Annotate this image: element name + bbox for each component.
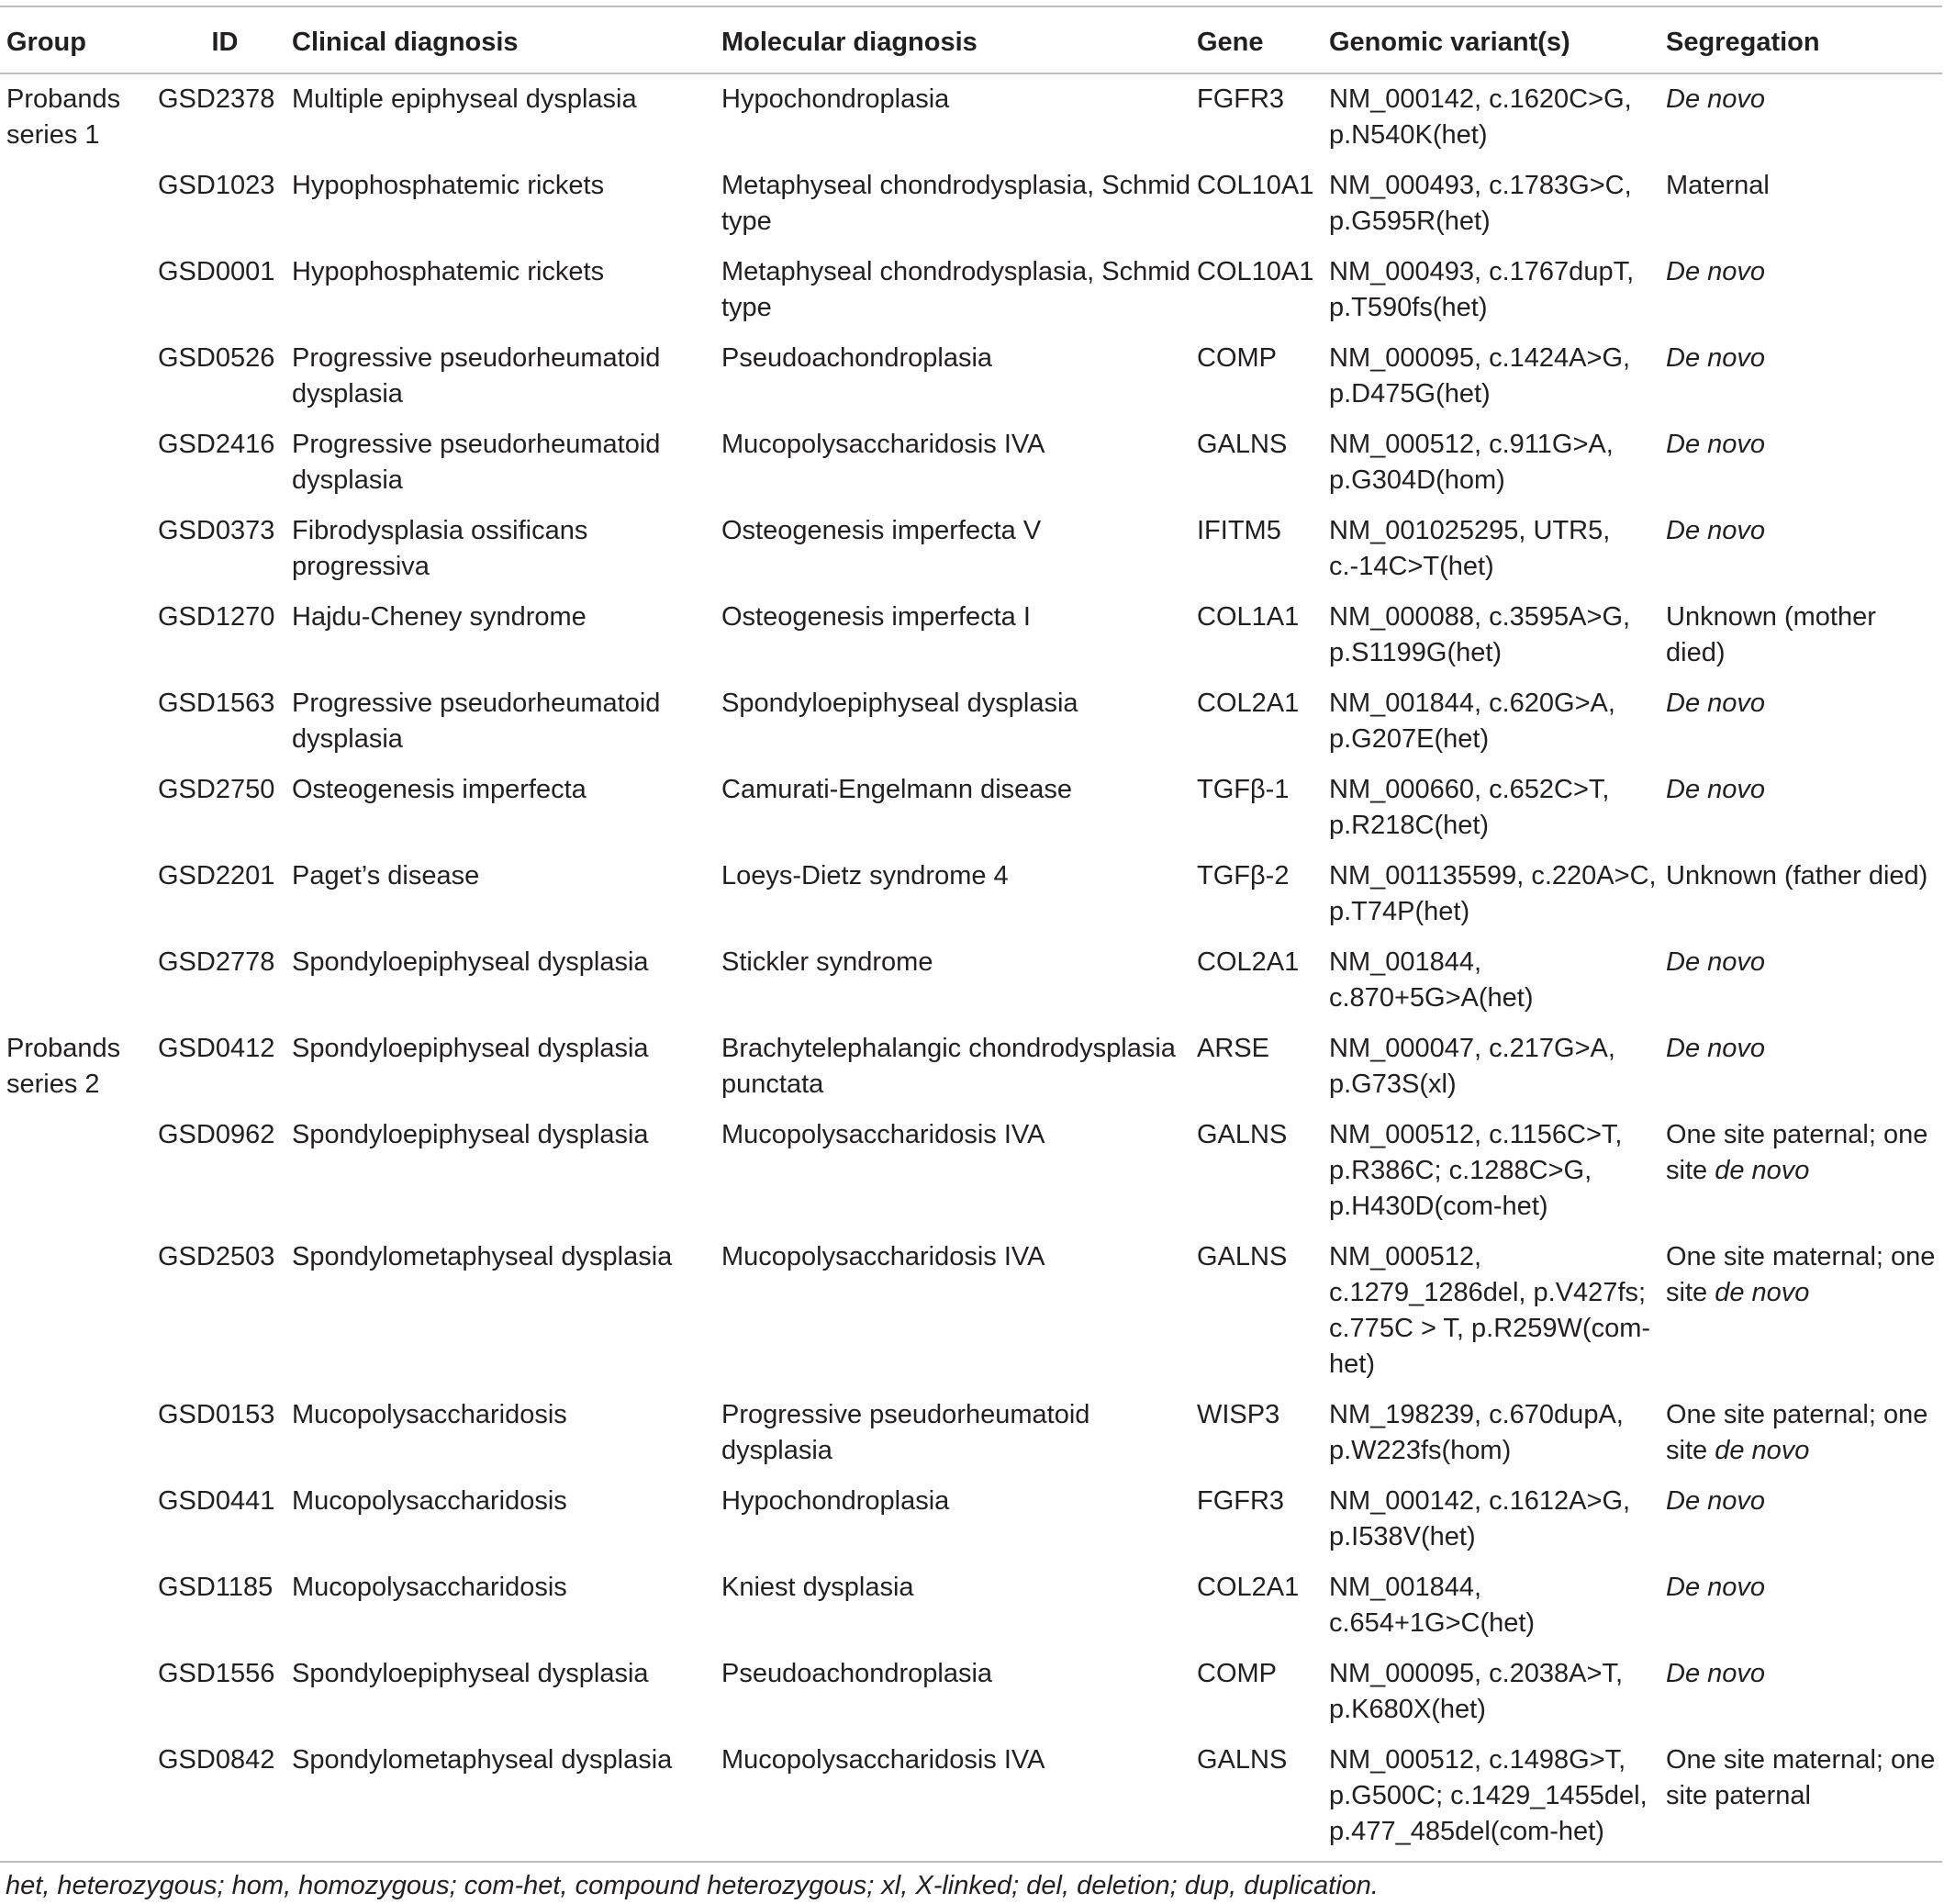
cell-segregation bbox=[1666, 678, 1942, 765]
cell-clinical-diagnosis: Spondyloepiphyseal dysplasia bbox=[292, 947, 649, 977]
cell-molecular-diagnosis: Pseudoachondroplasia bbox=[721, 343, 993, 373]
cell-id: GSD1023 bbox=[158, 171, 275, 200]
cell-molecular-diagnosis: Pseudoachondroplasia bbox=[721, 1659, 993, 1688]
cell-segregation bbox=[1666, 851, 1942, 937]
cell-id: GSD2416 bbox=[158, 430, 275, 459]
cell-group bbox=[0, 1649, 158, 1735]
cell-gene: GALNS bbox=[1197, 430, 1288, 459]
table-row bbox=[0, 420, 1942, 506]
cell-group: Probands series 1 bbox=[6, 84, 121, 150]
cell-group bbox=[0, 247, 158, 333]
cell-molecular-diagnosis: Mucopolysaccharidosis IVA bbox=[721, 1745, 1045, 1775]
cell-group: Probands series 2 bbox=[6, 1034, 121, 1099]
segregation-text: De novo bbox=[1666, 689, 1766, 718]
cell-clinical-diagnosis: Progressive pseudorheumatoid dysplasia bbox=[292, 689, 661, 754]
header-molecular-diagnosis: Molecular diagnosis bbox=[721, 28, 978, 57]
cell-group bbox=[0, 1110, 158, 1232]
header-group: Group bbox=[6, 28, 86, 57]
cell-genomic-variant: NM_001025295, UTR5, c.-14C>T(het) bbox=[1329, 516, 1611, 581]
cell-id: GSD1563 bbox=[158, 689, 275, 718]
cell-clinical-diagnosis: Hypophosphatemic rickets bbox=[292, 171, 605, 200]
table-row bbox=[0, 1735, 1942, 1857]
cell-genomic-variant: NM_001844, c.654+1G>C(het) bbox=[1329, 1573, 1536, 1638]
cell-molecular-diagnosis: Hypochondroplasia bbox=[721, 84, 950, 114]
cell-group bbox=[0, 333, 158, 420]
cell-segregation bbox=[1666, 937, 1942, 1024]
cell-genomic-variant: NM_000512, c.911G>A, p.G304D(hom) bbox=[1329, 430, 1614, 495]
cell-group bbox=[0, 678, 158, 765]
cell-segregation bbox=[1666, 1649, 1942, 1735]
cell-molecular-diagnosis: Mucopolysaccharidosis IVA bbox=[721, 1242, 1045, 1271]
segregation-text: de novo bbox=[1715, 1436, 1810, 1465]
footer-rule bbox=[0, 1861, 1942, 1863]
cell-segregation bbox=[1666, 1390, 1942, 1476]
cell-clinical-diagnosis: Progressive pseudorheumatoid dysplasia bbox=[292, 343, 661, 409]
cell-id: GSD0001 bbox=[158, 257, 275, 286]
cell-group bbox=[0, 851, 158, 937]
cell-gene: GALNS bbox=[1197, 1120, 1288, 1149]
cell-gene: TGFβ-2 bbox=[1197, 861, 1290, 890]
segregation-text: One site paternal; one site bbox=[1666, 1400, 1928, 1465]
table-row bbox=[0, 1110, 1942, 1232]
cell-molecular-diagnosis: Spondyloepiphyseal dysplasia bbox=[721, 689, 1078, 718]
cell-id: GSD2201 bbox=[158, 861, 275, 890]
cell-segregation bbox=[1666, 1562, 1942, 1649]
cell-molecular-diagnosis: Metaphyseal chondrodysplasia, Schmid type bbox=[721, 257, 1190, 322]
cell-id: GSD2503 bbox=[158, 1242, 275, 1271]
cell-molecular-diagnosis: Osteogenesis imperfecta V bbox=[721, 516, 1042, 545]
table-row bbox=[0, 1232, 1942, 1390]
cell-gene: COL1A1 bbox=[1197, 602, 1300, 632]
segregation-text: De novo bbox=[1666, 516, 1766, 545]
cell-genomic-variant: NM_001844, c.870+5G>A(het) bbox=[1329, 947, 1534, 1013]
cell-segregation bbox=[1666, 161, 1942, 247]
segregation-text: De novo bbox=[1666, 1034, 1766, 1063]
cell-gene: ARSE bbox=[1197, 1034, 1269, 1063]
table-row bbox=[0, 1562, 1942, 1649]
segregation-text: One site paternal; one site bbox=[1666, 1120, 1928, 1185]
table-row bbox=[0, 1390, 1942, 1476]
cell-id: GSD0526 bbox=[158, 343, 275, 373]
cell-id: GSD1556 bbox=[158, 1659, 275, 1688]
cell-genomic-variant: NM_000660, c.652C>T, p.R218C(het) bbox=[1329, 775, 1610, 840]
cell-genomic-variant: NM_198239, c.670dupA, p.W223fs(hom) bbox=[1329, 1400, 1624, 1465]
cell-segregation bbox=[1666, 1110, 1942, 1232]
table-row bbox=[0, 592, 1942, 678]
cell-gene: FGFR3 bbox=[1197, 1486, 1285, 1516]
table-row bbox=[0, 765, 1942, 851]
cell-group bbox=[0, 1232, 158, 1390]
cell-gene: COMP bbox=[1197, 1659, 1277, 1688]
cell-clinical-diagnosis: Spondylometaphyseal dysplasia bbox=[292, 1745, 673, 1775]
segregation-text: One site maternal; one site bbox=[1666, 1242, 1936, 1307]
cell-genomic-variant: NM_000095, c.2038A>T, p.K680X(het) bbox=[1329, 1659, 1624, 1724]
table-row bbox=[0, 333, 1942, 420]
cell-gene: WISP3 bbox=[1197, 1400, 1280, 1429]
segregation-text: De novo bbox=[1666, 84, 1766, 114]
cell-molecular-diagnosis: Stickler syndrome bbox=[721, 947, 933, 977]
segregation-text: Unknown (mother died) bbox=[1666, 602, 1876, 667]
cell-gene: COL10A1 bbox=[1197, 171, 1314, 200]
cell-clinical-diagnosis: Paget’s disease bbox=[292, 861, 480, 890]
cell-gene: COL2A1 bbox=[1197, 689, 1300, 718]
cell-segregation bbox=[1666, 592, 1942, 678]
cell-segregation bbox=[1666, 1476, 1942, 1562]
cell-genomic-variant: NM_000088, c.3595A>G, p.S1199G(het) bbox=[1329, 602, 1631, 667]
cell-group bbox=[0, 420, 158, 506]
cell-gene: FGFR3 bbox=[1197, 84, 1285, 114]
cell-segregation bbox=[1666, 73, 1942, 161]
segregation-text: De novo bbox=[1666, 1486, 1766, 1516]
cell-id: GSD1185 bbox=[158, 1573, 274, 1602]
cell-clinical-diagnosis: Hypophosphatemic rickets bbox=[292, 257, 605, 286]
cell-id: GSD0962 bbox=[158, 1120, 275, 1149]
cell-clinical-diagnosis: Spondyloepiphyseal dysplasia bbox=[292, 1034, 649, 1063]
table-row bbox=[0, 506, 1942, 592]
cell-molecular-diagnosis: Osteogenesis imperfecta I bbox=[721, 602, 1031, 632]
cell-molecular-diagnosis: Mucopolysaccharidosis IVA bbox=[721, 1120, 1045, 1149]
cell-molecular-diagnosis: Hypochondroplasia bbox=[721, 1486, 950, 1516]
segregation-text: De novo bbox=[1666, 947, 1766, 977]
segregation-text: De novo bbox=[1666, 430, 1766, 459]
cell-genomic-variant: NM_000512, c.1279_1286del, p.V427fs; c.775C > T, p.R259W(com-het) bbox=[1329, 1242, 1651, 1379]
header-id: ID bbox=[211, 28, 239, 57]
cell-clinical-diagnosis: Spondylometaphyseal dysplasia bbox=[292, 1242, 673, 1271]
header-genomic-variants: Genomic variant(s) bbox=[1329, 28, 1570, 57]
segregation-text: De novo bbox=[1666, 257, 1766, 286]
cell-group bbox=[0, 161, 158, 247]
table-footnote: het, heterozygous; hom, homozygous; com-het, compound heterozygous; xl, X-linked; del, deletion; dup, duplication. bbox=[6, 1871, 1379, 1900]
cell-clinical-diagnosis: Spondyloepiphyseal dysplasia bbox=[292, 1120, 649, 1149]
cell-group bbox=[0, 1735, 158, 1857]
cell-group bbox=[0, 1562, 158, 1649]
cell-group bbox=[0, 506, 158, 592]
cell-gene: GALNS bbox=[1197, 1242, 1288, 1271]
table-header bbox=[0, 6, 1942, 73]
segregation-text: Unknown (father died) bbox=[1666, 861, 1928, 890]
cell-genomic-variant: NM_001844, c.620G>A, p.G207E(het) bbox=[1329, 689, 1615, 754]
cell-group bbox=[0, 1390, 158, 1476]
segregation-text: Maternal bbox=[1666, 171, 1770, 200]
cell-molecular-diagnosis: Camurati-Engelmann disease bbox=[721, 775, 1073, 804]
table-body bbox=[0, 73, 1942, 1857]
cell-genomic-variant: NM_000095, c.1424A>G, p.D475G(het) bbox=[1329, 343, 1631, 409]
cell-gene: COL10A1 bbox=[1197, 257, 1314, 286]
cell-clinical-diagnosis: Progressive pseudorheumatoid dysplasia bbox=[292, 430, 661, 495]
cell-clinical-diagnosis: Mucopolysaccharidosis bbox=[292, 1486, 567, 1516]
cell-clinical-diagnosis: Multiple epiphyseal dysplasia bbox=[292, 84, 637, 114]
cell-id: GSD0412 bbox=[158, 1034, 275, 1063]
cell-id: GSD0441 bbox=[158, 1486, 275, 1516]
cell-segregation bbox=[1666, 1232, 1942, 1390]
cell-gene: COL2A1 bbox=[1197, 947, 1300, 977]
cell-segregation bbox=[1666, 1735, 1942, 1857]
cell-clinical-diagnosis: Hajdu-Cheney syndrome bbox=[292, 602, 587, 632]
cell-group bbox=[0, 937, 158, 1024]
cell-segregation bbox=[1666, 420, 1942, 506]
variants-table bbox=[0, 6, 1942, 1857]
cell-genomic-variant: NM_001135599, c.220A>C, p.T74P(het) bbox=[1329, 861, 1657, 926]
cell-group bbox=[0, 1476, 158, 1562]
cell-genomic-variant: NM_000142, c.1620C>G, p.N540K(het) bbox=[1329, 84, 1632, 150]
cell-clinical-diagnosis: Mucopolysaccharidosis bbox=[292, 1400, 567, 1429]
segregation-text: de novo bbox=[1715, 1156, 1810, 1185]
cell-molecular-diagnosis: Progressive pseudorheumatoid dysplasia bbox=[721, 1400, 1090, 1465]
cell-id: GSD1270 bbox=[158, 602, 275, 632]
cell-genomic-variant: NM_000512, c.1156C>T, p.R386C; c.1288C>G, p.H430D(com-het) bbox=[1329, 1120, 1623, 1221]
cell-segregation bbox=[1666, 765, 1942, 851]
cell-clinical-diagnosis: Mucopolysaccharidosis bbox=[292, 1573, 567, 1602]
header-row bbox=[0, 6, 1942, 73]
header-clinical-diagnosis: Clinical diagnosis bbox=[292, 28, 519, 57]
table-row bbox=[0, 161, 1942, 247]
table-row bbox=[0, 851, 1942, 937]
cell-segregation bbox=[1666, 333, 1942, 420]
cell-group bbox=[0, 765, 158, 851]
segregation-text: De novo bbox=[1666, 1573, 1766, 1602]
cell-id: GSD0842 bbox=[158, 1745, 275, 1775]
cell-molecular-diagnosis: Mucopolysaccharidosis IVA bbox=[721, 430, 1045, 459]
cell-id: GSD2378 bbox=[158, 84, 275, 114]
header-segregation: Segregation bbox=[1666, 28, 1820, 57]
segregation-text: De novo bbox=[1666, 775, 1766, 804]
cell-gene: COMP bbox=[1197, 343, 1277, 373]
cell-segregation bbox=[1666, 1024, 1942, 1110]
cell-id: GSD2778 bbox=[158, 947, 275, 977]
cell-gene: GALNS bbox=[1197, 1745, 1288, 1775]
table-row bbox=[0, 73, 1942, 161]
cell-genomic-variant: NM_000142, c.1612A>G, p.I538V(het) bbox=[1329, 1486, 1631, 1551]
table-row bbox=[0, 1476, 1942, 1562]
table-row bbox=[0, 1649, 1942, 1735]
table-row bbox=[0, 937, 1942, 1024]
cell-gene: COL2A1 bbox=[1197, 1573, 1300, 1602]
cell-genomic-variant: NM_000493, c.1767dupT, p.T590fs(het) bbox=[1329, 257, 1635, 322]
segregation-text: De novo bbox=[1666, 1659, 1766, 1688]
table-row bbox=[0, 247, 1942, 333]
cell-segregation bbox=[1666, 247, 1942, 333]
segregation-text: One site maternal; one site paternal bbox=[1666, 1745, 1936, 1810]
cell-id: GSD2750 bbox=[158, 775, 275, 804]
cell-clinical-diagnosis: Fibrodysplasia ossificans progressiva bbox=[292, 516, 588, 581]
cell-gene: TGFβ-1 bbox=[1197, 775, 1290, 804]
table-row bbox=[0, 678, 1942, 765]
cell-genomic-variant: NM_000047, c.217G>A, p.G73S(xl) bbox=[1329, 1034, 1615, 1099]
cell-segregation bbox=[1666, 506, 1942, 592]
cell-id: GSD0153 bbox=[158, 1400, 275, 1429]
segregation-text: de novo bbox=[1715, 1278, 1810, 1307]
cell-molecular-diagnosis: Brachytelephalangic chondrodysplasia punctata bbox=[721, 1034, 1176, 1099]
table-row bbox=[0, 1024, 1942, 1110]
cell-molecular-diagnosis: Metaphyseal chondrodysplasia, Schmid type bbox=[721, 171, 1190, 236]
cell-genomic-variant: NM_000512, c.1498G>T, p.G500C; c.1429_1455del, p.477_485del(com-het) bbox=[1329, 1745, 1648, 1846]
cell-id: GSD0373 bbox=[158, 516, 275, 545]
cell-clinical-diagnosis: Osteogenesis imperfecta bbox=[292, 775, 587, 804]
segregation-text: De novo bbox=[1666, 343, 1766, 373]
cell-gene: IFITM5 bbox=[1197, 516, 1281, 545]
cell-clinical-diagnosis: Spondyloepiphyseal dysplasia bbox=[292, 1659, 649, 1688]
cell-molecular-diagnosis: Kniest dysplasia bbox=[721, 1573, 914, 1602]
cell-group bbox=[0, 592, 158, 678]
cell-genomic-variant: NM_000493, c.1783G>C, p.G595R(het) bbox=[1329, 171, 1632, 236]
header-gene: Gene bbox=[1197, 28, 1264, 57]
cell-molecular-diagnosis: Loeys-Dietz syndrome 4 bbox=[721, 861, 1009, 890]
